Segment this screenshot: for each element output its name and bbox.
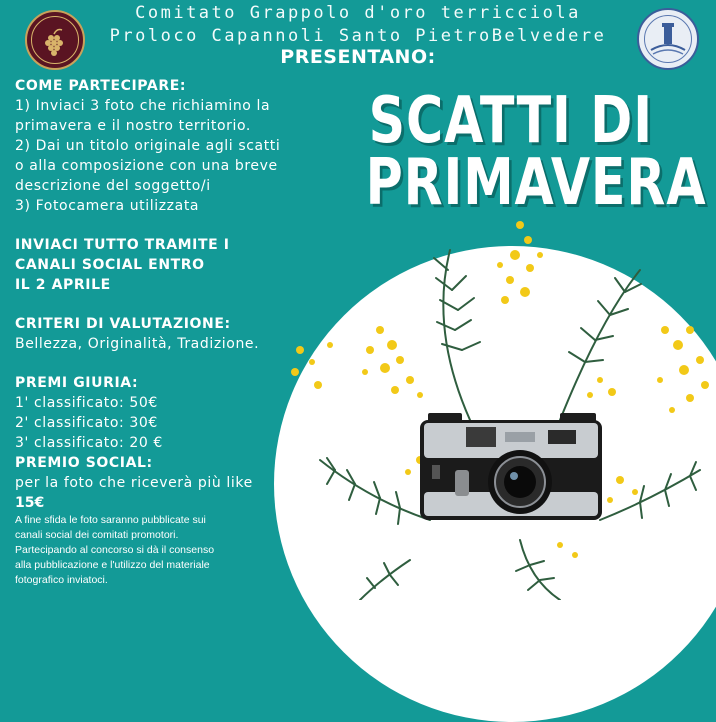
invio-line: IL 2 APRILE [15,277,111,293]
premio-social-amount: 15€ [15,495,45,511]
invio-line: CANALI SOCIAL ENTRO [15,257,205,273]
premio-social-heading: PREMIO SOCIAL: [15,455,153,471]
premio-social-text: per la foto che riceverà più like [15,475,253,491]
prize-line: 3' classificato: 20 € [15,435,163,451]
rule-line: descrizione del soggetto/i [15,178,211,194]
presentano-label: PRESENTANO: [280,46,436,68]
criteri-text: Bellezza, Originalità, Tradizione. [15,336,260,352]
title-line-1: SCATTI DI [368,84,653,158]
rule-line: primavera e il nostro territorio. [15,118,251,134]
camera-icon [420,413,602,520]
rule-line: 3) Fotocamera utilizzata [15,198,200,214]
prize-line: 2' classificato: 30€ [15,415,158,431]
premi-giuria-heading: PREMI GIURIA: [15,375,139,391]
organizer-line-2: Proloco Capannoli Santo PietroBelvedere [109,26,607,46]
rule-line: 1) Inviaci 3 foto che richiamino la [15,98,271,114]
rule-line: o alla composizione con una breve [15,158,278,174]
rule-line: 2) Dai un titolo originale agli scatti [15,138,281,154]
prize-line: 1' classificato: 50€ [15,395,158,411]
rules-column [15,76,305,588]
organizer-line-1: Comitato Grappolo d'oro terricciola [135,3,581,23]
invio-line: INVIACI TUTTO TRAMITE I [15,237,230,253]
come-partecipare-heading: COME PARTECIPARE: [15,78,187,94]
title-line-2: PRIMAVERA [365,146,707,220]
note-line: alla pubblicazione e l'utilizzo del materiale [15,559,210,571]
note-line: fotografico inviatoci. [15,574,108,586]
note-line: Partecipando al concorso si dà il consenso [15,544,215,556]
note-line: A fine sfida le foto saranno pubblicate sui [15,514,206,526]
criteri-heading: CRITERI DI VALUTAZIONE: [15,316,231,332]
note-line: canali social dei comitati promotori. [15,529,179,541]
